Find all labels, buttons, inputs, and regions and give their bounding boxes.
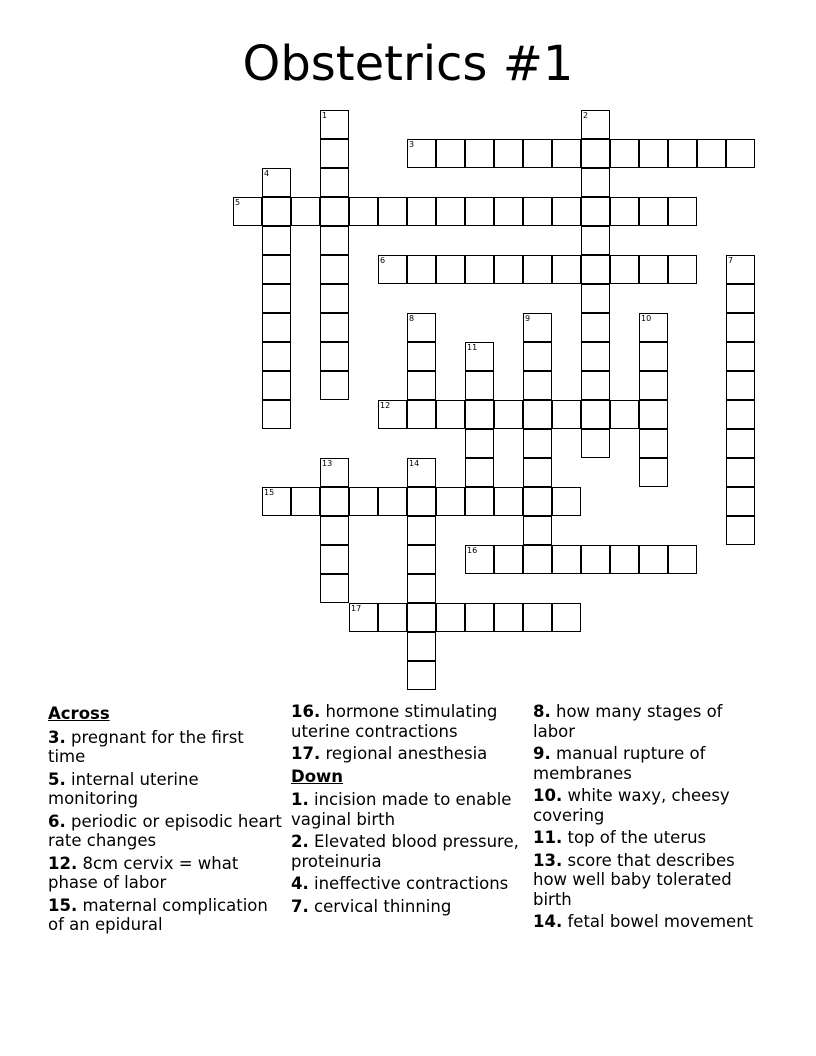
- grid-cell[interactable]: [320, 110, 349, 139]
- grid-cell[interactable]: [581, 284, 610, 313]
- cell-number: 12: [380, 401, 391, 410]
- grid-cell[interactable]: [581, 545, 610, 574]
- cell-number: 15: [264, 488, 275, 497]
- grid-cell[interactable]: [523, 458, 552, 487]
- grid-cell[interactable]: [639, 458, 668, 487]
- grid-cell[interactable]: [262, 197, 291, 226]
- grid-cell[interactable]: [262, 400, 291, 429]
- grid-cell[interactable]: [726, 487, 755, 516]
- grid-cell[interactable]: [494, 139, 523, 168]
- grid-cell[interactable]: [523, 603, 552, 632]
- grid-cell[interactable]: [494, 197, 523, 226]
- grid-cell[interactable]: [465, 458, 494, 487]
- cell-number: 2: [583, 111, 589, 120]
- grid-cell[interactable]: [494, 487, 523, 516]
- clue-down-2: 2. Elevated blood pressure, proteinuria: [291, 832, 519, 871]
- grid-cell[interactable]: [552, 400, 581, 429]
- grid-cell[interactable]: [523, 516, 552, 545]
- grid-cell[interactable]: [639, 139, 668, 168]
- grid-cell[interactable]: [262, 284, 291, 313]
- grid-cell[interactable]: [639, 545, 668, 574]
- cell-number: 6: [380, 256, 386, 265]
- clue-down-8: 8. how many stages of labor: [533, 702, 723, 741]
- grid-cell[interactable]: [436, 603, 465, 632]
- grid-cell[interactable]: [639, 400, 668, 429]
- grid-cell[interactable]: [320, 313, 349, 342]
- clue-down-14: 14. fetal bowel movement: [533, 912, 754, 931]
- grid-cell[interactable]: [378, 400, 407, 429]
- grid-cell[interactable]: [523, 342, 552, 371]
- cell-number: 8: [409, 314, 415, 323]
- grid-cell[interactable]: [581, 226, 610, 255]
- grid-cell[interactable]: [726, 516, 755, 545]
- clue-down-13: 13. score that describes how well baby tolerated birth: [533, 850, 735, 909]
- grid-cell[interactable]: [523, 139, 552, 168]
- grid-cell[interactable]: [436, 197, 465, 226]
- grid-cell[interactable]: [726, 342, 755, 371]
- clues-column-2: [291, 702, 527, 919]
- grid-cell[interactable]: [494, 400, 523, 429]
- grid-cell[interactable]: [639, 255, 668, 284]
- grid-cell[interactable]: [639, 371, 668, 400]
- grid-cell[interactable]: [349, 487, 378, 516]
- grid-cell[interactable]: [465, 342, 494, 371]
- grid-cell[interactable]: [552, 545, 581, 574]
- grid-cell[interactable]: [465, 255, 494, 284]
- grid-cell[interactable]: [262, 226, 291, 255]
- grid-cell[interactable]: [407, 632, 436, 661]
- grid-cell[interactable]: [320, 197, 349, 226]
- grid-cell[interactable]: [552, 603, 581, 632]
- grid-cell[interactable]: [494, 603, 523, 632]
- clue-across-17: 17. regional anesthesia: [291, 744, 488, 763]
- grid-cell[interactable]: [697, 139, 726, 168]
- grid-cell[interactable]: [407, 139, 436, 168]
- down-heading: Down: [291, 766, 344, 786]
- grid-cell[interactable]: [320, 487, 349, 516]
- grid-cell[interactable]: [465, 400, 494, 429]
- clue-down-10: 10. white waxy, cheesy covering: [533, 786, 730, 825]
- grid-cell[interactable]: [523, 400, 552, 429]
- grid-cell[interactable]: [262, 487, 291, 516]
- cell-number: 1: [322, 111, 328, 120]
- grid-cell[interactable]: [378, 603, 407, 632]
- grid-cell[interactable]: [436, 400, 465, 429]
- grid-cell[interactable]: [523, 313, 552, 342]
- clue-down-7: 7. cervical thinning: [291, 896, 452, 916]
- grid-cell[interactable]: [320, 545, 349, 574]
- grid-cell[interactable]: [639, 313, 668, 342]
- cell-number: 5: [235, 198, 241, 207]
- grid-cell[interactable]: [726, 139, 755, 168]
- grid-cell[interactable]: [610, 139, 639, 168]
- grid-cell[interactable]: [465, 603, 494, 632]
- grid-cell[interactable]: [668, 139, 697, 168]
- cell-number: 13: [322, 459, 333, 468]
- grid-cell[interactable]: [407, 371, 436, 400]
- grid-cell[interactable]: [581, 255, 610, 284]
- grid-cell[interactable]: [639, 429, 668, 458]
- grid-cell[interactable]: [494, 255, 523, 284]
- grid-cell[interactable]: [552, 197, 581, 226]
- clue-across-16: 16. hormone stimulating uterine contractions: [291, 702, 498, 741]
- grid-cell[interactable]: [523, 487, 552, 516]
- grid-cell[interactable]: [523, 545, 552, 574]
- grid-cell[interactable]: [523, 197, 552, 226]
- grid-cell[interactable]: [581, 313, 610, 342]
- grid-cell[interactable]: [581, 400, 610, 429]
- grid-cell[interactable]: [726, 429, 755, 458]
- grid-cell[interactable]: [320, 371, 349, 400]
- grid-cell[interactable]: [378, 487, 407, 516]
- grid-cell[interactable]: [407, 197, 436, 226]
- clue-down-4: 4. ineffective contractions: [291, 874, 509, 893]
- grid-cell[interactable]: [378, 197, 407, 226]
- grid-cell[interactable]: [552, 487, 581, 516]
- grid-cell[interactable]: [581, 168, 610, 197]
- grid-cell[interactable]: [320, 574, 349, 603]
- grid-cell[interactable]: [378, 255, 407, 284]
- grid-cell[interactable]: [465, 429, 494, 458]
- grid-cell[interactable]: [349, 603, 378, 632]
- grid-cell[interactable]: [262, 255, 291, 284]
- grid-cell[interactable]: [407, 516, 436, 545]
- grid-cell[interactable]: [610, 400, 639, 429]
- clue-down-1: 1. incision made to enable vaginal birth: [291, 790, 512, 829]
- grid-cell[interactable]: [262, 168, 291, 197]
- cell-number: 17: [351, 604, 362, 613]
- grid-cell[interactable]: [436, 255, 465, 284]
- grid-cell[interactable]: [320, 139, 349, 168]
- grid-cell[interactable]: [407, 342, 436, 371]
- cell-number: 10: [641, 314, 652, 323]
- grid-cell[interactable]: [581, 371, 610, 400]
- grid-cell[interactable]: [726, 313, 755, 342]
- grid-cell[interactable]: [436, 487, 465, 516]
- grid-cell[interactable]: [465, 487, 494, 516]
- cell-number: 9: [525, 314, 531, 323]
- grid-cell[interactable]: [320, 458, 349, 487]
- grid-cell[interactable]: [581, 197, 610, 226]
- grid-cell[interactable]: [523, 429, 552, 458]
- grid-cell[interactable]: [407, 661, 436, 690]
- grid-cell[interactable]: [465, 197, 494, 226]
- cell-number: 7: [728, 256, 734, 265]
- clues-column-3: [533, 702, 769, 935]
- grid-cell[interactable]: [610, 545, 639, 574]
- grid-cell[interactable]: [639, 197, 668, 226]
- grid-cell[interactable]: [552, 139, 581, 168]
- grid-cell[interactable]: [726, 371, 755, 400]
- grid-cell[interactable]: [465, 545, 494, 574]
- across-heading: Across: [48, 704, 110, 723]
- grid-cell[interactable]: [436, 139, 465, 168]
- grid-cell[interactable]: [320, 342, 349, 371]
- grid-cell[interactable]: [407, 574, 436, 603]
- grid-cell[interactable]: [581, 139, 610, 168]
- grid-cell[interactable]: [581, 110, 610, 139]
- grid-cell[interactable]: [668, 255, 697, 284]
- grid-cell[interactable]: [465, 371, 494, 400]
- grid-cell[interactable]: [407, 400, 436, 429]
- clue-across-3: 3. pregnant for the first time: [48, 727, 244, 766]
- cell-number: 16: [467, 546, 478, 555]
- cell-number: 14: [409, 459, 420, 468]
- clue-across-15: 15. maternal complication of an epidural: [48, 895, 268, 934]
- grid-cell[interactable]: [581, 342, 610, 371]
- grid-cell[interactable]: [407, 603, 436, 632]
- clues-column-1: [48, 702, 284, 938]
- grid-cell[interactable]: [233, 197, 262, 226]
- page-title: Obstetrics #1: [242, 36, 574, 92]
- grid-cell[interactable]: [291, 197, 320, 226]
- grid-cell[interactable]: [320, 226, 349, 255]
- clue-down-9: 9. manual rupture of membranes: [533, 744, 706, 783]
- grid-cell[interactable]: [320, 255, 349, 284]
- grid-cell[interactable]: [291, 487, 320, 516]
- grid-cell[interactable]: [668, 197, 697, 226]
- grid-cell[interactable]: [668, 545, 697, 574]
- grid-cell[interactable]: [262, 342, 291, 371]
- clue-down-11: 11. top of the uterus: [533, 828, 707, 847]
- grid-cell[interactable]: [262, 371, 291, 400]
- grid-cell[interactable]: [726, 400, 755, 429]
- grid-cell[interactable]: [726, 458, 755, 487]
- grid-cell[interactable]: [407, 458, 436, 487]
- grid-cell[interactable]: [320, 516, 349, 545]
- cell-number: 4: [264, 169, 270, 178]
- cell-number: 11: [467, 343, 478, 352]
- grid-cell[interactable]: [320, 168, 349, 197]
- grid-cell[interactable]: [465, 139, 494, 168]
- clue-across-12: 12. 8cm cervix = what phase of labor: [48, 853, 239, 892]
- cell-number: 3: [409, 140, 415, 149]
- grid-cell[interactable]: [523, 255, 552, 284]
- grid-cell[interactable]: [262, 313, 291, 342]
- clue-across-6: 6. periodic or episodic heart rate changes: [48, 811, 282, 850]
- grid-cell[interactable]: [494, 545, 523, 574]
- grid-cell[interactable]: [726, 255, 755, 284]
- grid-cell[interactable]: [610, 197, 639, 226]
- grid-cell[interactable]: [581, 429, 610, 458]
- grid-cell[interactable]: [407, 545, 436, 574]
- grid-cell[interactable]: [552, 255, 581, 284]
- grid-cell[interactable]: [320, 284, 349, 313]
- grid-cell[interactable]: [639, 342, 668, 371]
- grid-cell[interactable]: [407, 313, 436, 342]
- clue-across-5: 5. internal uterine monitoring: [48, 769, 199, 808]
- grid-cell[interactable]: [349, 197, 378, 226]
- grid-cell[interactable]: [726, 284, 755, 313]
- grid-cell[interactable]: [610, 255, 639, 284]
- grid-cell[interactable]: [407, 487, 436, 516]
- grid-cell[interactable]: [523, 371, 552, 400]
- grid-cell[interactable]: [407, 255, 436, 284]
